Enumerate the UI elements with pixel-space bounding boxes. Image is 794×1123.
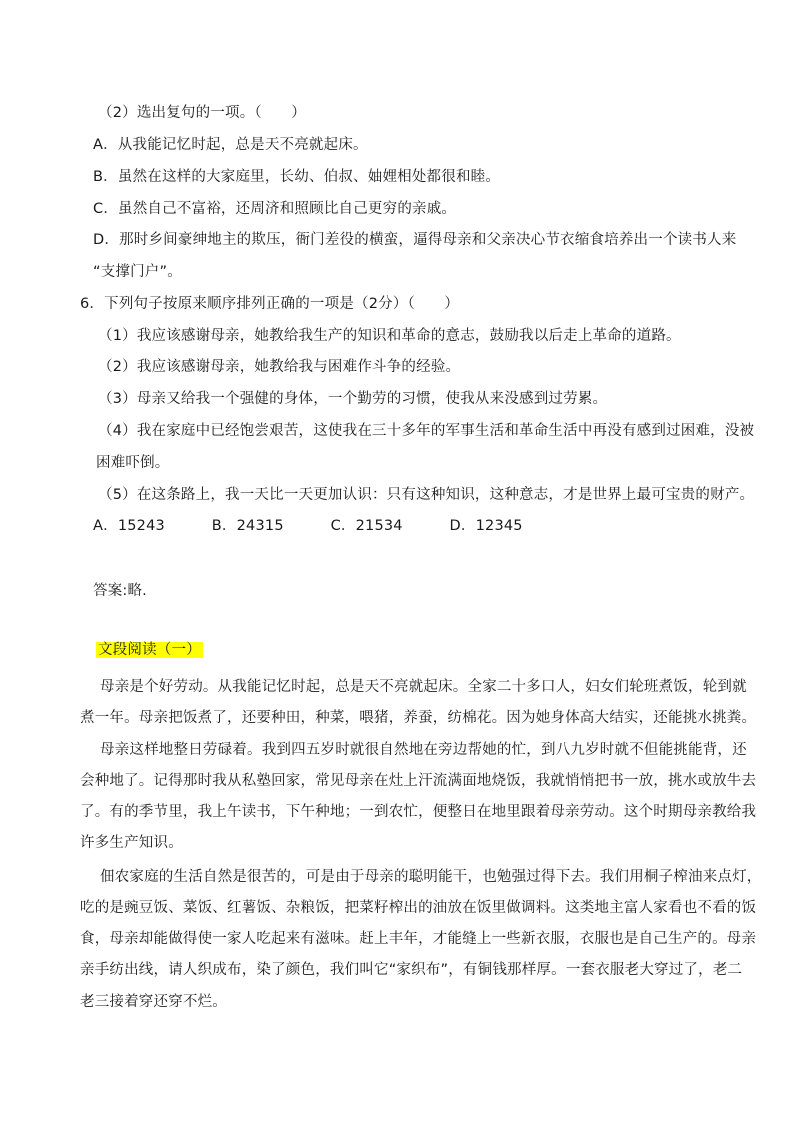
choice-c: C．21534 [330, 518, 403, 534]
choice-a: A．15243 [93, 518, 165, 534]
option-a: A．从我能记忆时起，总是天不亮就起床。 [93, 137, 368, 153]
sentence-4: （4）我在家庭中已经饱尝艰苦，这使我在三十多年的军事生活和革命生活中再没有感到过困难，没被 [98, 423, 755, 439]
section-title: 文段阅读（一） [98, 642, 201, 658]
sentence-5: （5）在这条路上，我一天比一天更加认识：只有这种知识，这种意志，才是世界上最可宝贵的财产。 [98, 487, 755, 503]
section-title-wrapper [96, 639, 203, 661]
sentence-2: （2）我应该感谢母亲，她教给我与困难作斗争的经验。 [98, 359, 461, 375]
passage-line-6: 许多生产知识。 [80, 835, 183, 851]
sentence-3: （3）母亲又给我一个强健的身体，一个勤劳的习惯，使我从来没感到过劳累。 [98, 391, 608, 407]
passage-line-11: 老三接着穿还穿不烂。 [80, 994, 227, 1010]
choice-b: B．24315 [211, 518, 284, 534]
option-d-continued: “支撑门户”。 [93, 264, 182, 280]
option-c: C．虽然自己不富裕，还周济和照顾比自己更穷的亲戚。 [93, 201, 457, 217]
passage-line-1: 母亲是个好劳动。从我能记忆时起，总是天不亮就起床。全家二十多口人，妇女们轮班煮饭，轮到就 [100, 679, 747, 695]
passage-line-9: 食，母亲却能做得使一家人吃起来有滋味。赶上丰年，才能缝上一些新衣服，衣服也是自己生产的。母亲 [80, 931, 757, 947]
option-b: B．虽然在这样的大家庭里，长幼、伯叔、妯娌相处都很和睦。 [93, 169, 501, 185]
question-6-choices [93, 515, 565, 537]
passage-line-8: 吃的是豌豆饭、菜饭、红薯饭、杂粮饭，把菜籽榨出的油放在饭里做调料。这类地主富人家看也不看的饭 [80, 900, 757, 916]
passage-line-2: 煮一年。母亲把饭煮了，还要种田，种菜，喂猪，养蚕，纺棉花。因为她身体高大结实，还能挑水挑粪。 [80, 710, 757, 726]
sentence-1: （1）我应该感谢母亲，她教给我生产的知识和革命的意志，鼓励我以后走上革命的道路。 [98, 328, 681, 344]
passage-line-5: 了。有的季节里，我上午读书，下午种地；一到农忙，便整日在地里跟着母亲劳动。这个时期母亲教给我 [80, 804, 757, 820]
question-2-stem: （2）选出复句的一项。（ ） [98, 105, 306, 121]
sentence-4-continued: 困难吓倒。 [96, 455, 170, 471]
question-6-stem: 6．下列句子按原来顺序排列正确的一项是（2分）（ ） [80, 296, 460, 312]
passage-line-7: 佃农家庭的生活自然是很苦的，可是由于母亲的聪明能干，也勉强过得下去。我们用桐子榨油来点灯， [100, 869, 762, 885]
choice-d: D．12345 [449, 518, 523, 534]
answer-text: 答案:略. [93, 583, 147, 599]
option-d: D．那时乡间豪绅地主的欺压，衙门差役的横蛮，逼得母亲和父亲决心节衣缩食培养出一个读书人来 [93, 232, 737, 248]
passage-line-3: 母亲这样地整日劳碌着。我到四五岁时就很自然地在旁边帮她的忙，到八九岁时就不但能挑能背，还 [100, 742, 747, 758]
passage-line-10: 亲手纺出线，请人织成布，染了颜色，我们叫它“家织布”，有铜钱那样厚。一套衣服老大穿过了，老二 [80, 962, 743, 978]
passage-line-4: 会种地了。记得那时我从私塾回家，常见母亲在灶上汗流满面地烧饭，我就悄悄把书一放，挑水或放牛去 [80, 773, 757, 789]
